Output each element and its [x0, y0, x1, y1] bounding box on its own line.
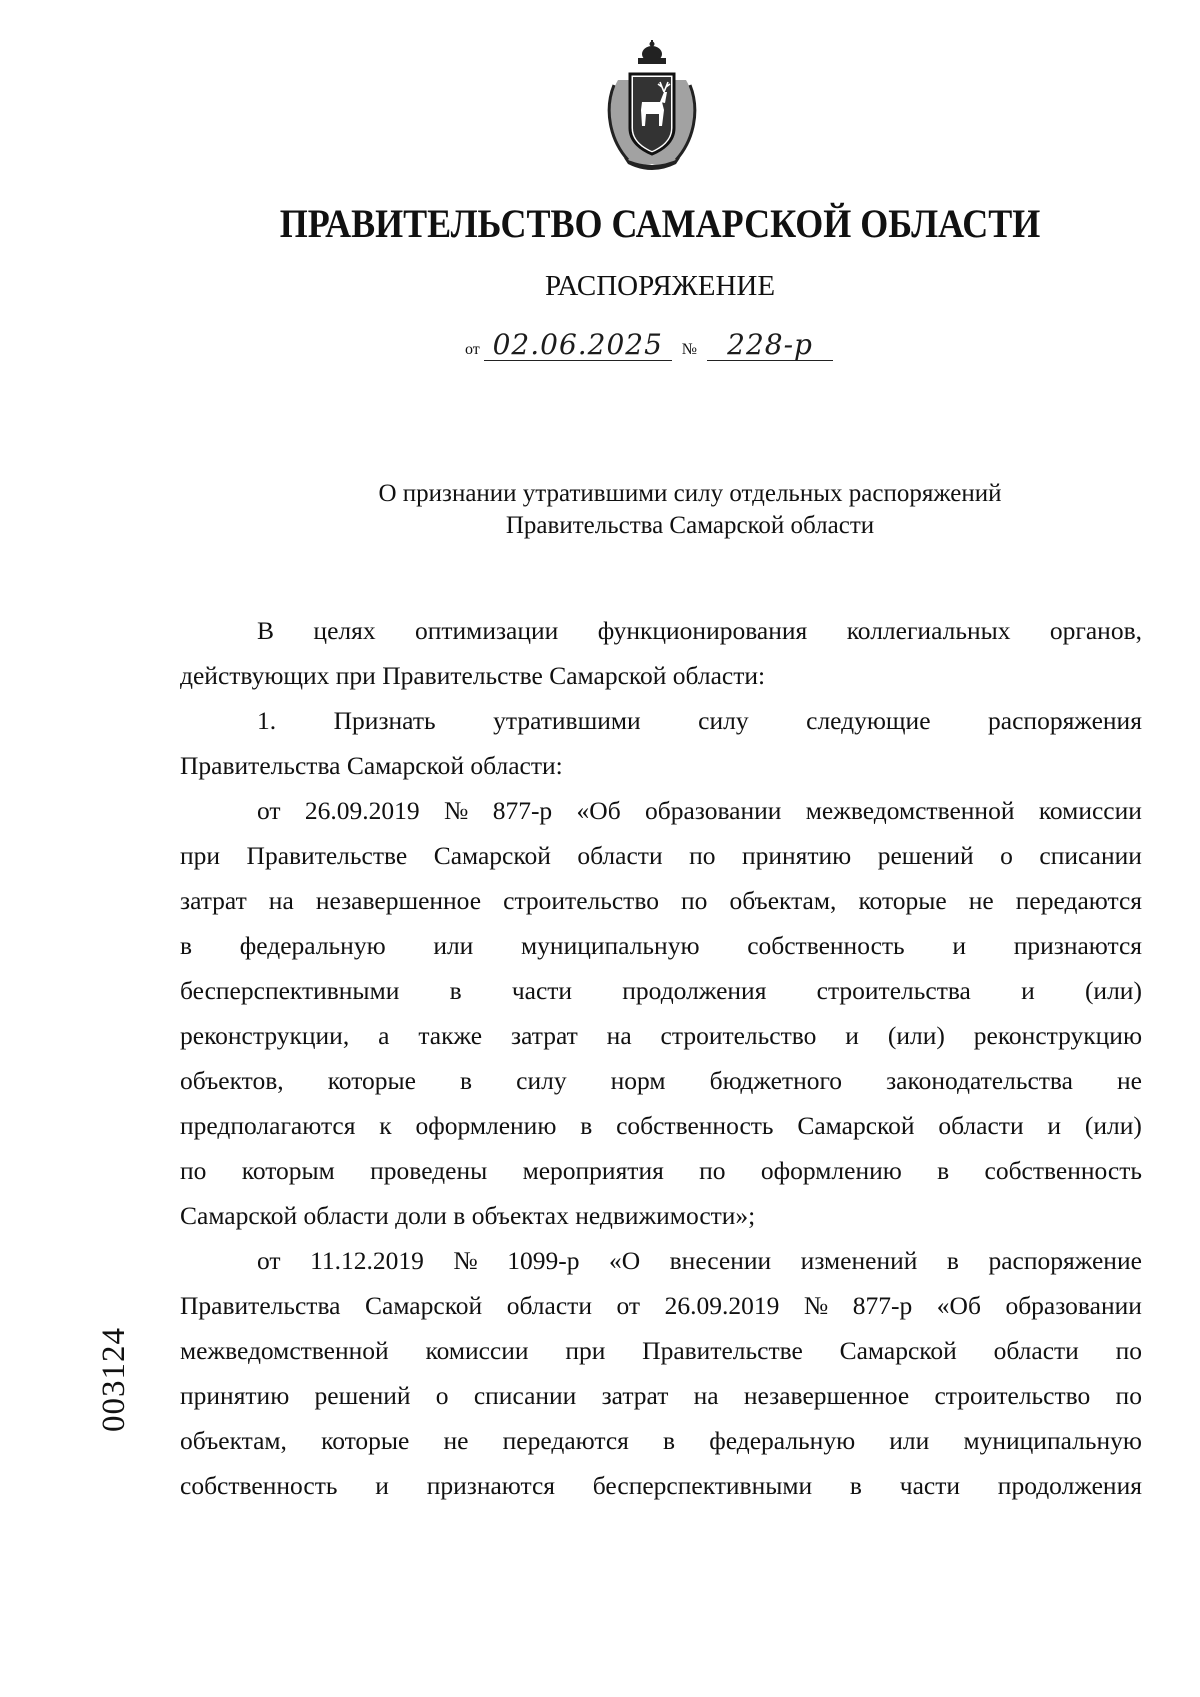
body-line: [180, 968, 1142, 1013]
body-word: списании: [1039, 841, 1142, 870]
body-word: которым: [241, 1156, 335, 1185]
body-word: собственность: [616, 1111, 774, 1140]
body-word: при: [565, 1336, 606, 1365]
body-word: в: [946, 1246, 959, 1275]
body-line: [180, 1463, 1142, 1508]
body-word: на: [606, 1021, 632, 1050]
body-line: [180, 1058, 1142, 1103]
body-line: [180, 1328, 1142, 1373]
body-word: 1099-р: [507, 1246, 580, 1275]
body-word: законодательства: [886, 1066, 1073, 1095]
body-word: Правительстве: [246, 841, 408, 870]
body-line-text: [180, 878, 1142, 923]
body-word: в: [580, 1111, 593, 1140]
body-word: реконструкцию: [973, 1021, 1142, 1050]
body-word: «Об: [936, 1291, 981, 1320]
document-type: РАСПОРЯЖЕНИЕ: [544, 270, 776, 302]
body-word: признаются: [1013, 931, 1142, 960]
body-word: по: [180, 1156, 207, 1185]
body-word: списании: [473, 1381, 577, 1410]
body-word: (или): [1084, 976, 1142, 1005]
body-word: собственность: [747, 931, 905, 960]
body-word: комиссии: [425, 1336, 529, 1365]
body-word: реконструкции,: [180, 1021, 350, 1050]
body-word: бесперспективными: [180, 976, 400, 1005]
body-word: (или): [887, 1021, 945, 1050]
body-word: о: [1000, 841, 1013, 870]
body-line-text: [180, 1463, 1142, 1508]
body-word: 877-р: [852, 1291, 913, 1320]
body-word: на: [693, 1381, 719, 1410]
organization-title: ПРАВИТЕЛЬСТВО САМАРСКОЙ ОБЛАСТИ: [279, 201, 1041, 246]
body-word: и: [1021, 976, 1035, 1005]
body-line-text: [180, 1148, 1142, 1193]
body-word: Самарской: [839, 1336, 957, 1365]
body-word: области: [577, 841, 663, 870]
body-word: В: [257, 616, 275, 645]
body-word: №: [444, 796, 469, 825]
body-word: затрат: [601, 1381, 669, 1410]
body-word: от: [257, 796, 281, 825]
body-word: предполагаются: [180, 1111, 356, 1140]
body-word: образовании: [645, 796, 782, 825]
body-word: которые: [321, 1426, 410, 1455]
body-word: в: [180, 931, 193, 960]
body-word: 26.09.2019: [664, 1291, 780, 1320]
body-word: передаются: [1015, 886, 1142, 915]
body-word: оформлению: [760, 1156, 902, 1185]
body-word: Самарской: [365, 1291, 483, 1320]
body-word: продолжения: [997, 1471, 1142, 1500]
body-word: по: [1115, 1381, 1142, 1410]
body-word: области: [938, 1111, 1024, 1140]
body-word: проведены: [370, 1156, 488, 1185]
body-word: которые: [327, 1066, 416, 1095]
body-word: по: [681, 886, 708, 915]
body-line-text: [257, 608, 1142, 653]
body-word: в: [460, 1066, 473, 1095]
body-word: изменений: [800, 1246, 918, 1275]
body-word: распоряжение: [988, 1246, 1142, 1275]
body-line-text: [180, 1103, 1142, 1148]
number-prefix: №: [681, 341, 698, 358]
body-word: принятию: [741, 841, 852, 870]
body-line-text: [180, 923, 1142, 968]
body-line-text: [180, 968, 1142, 1013]
body-word: норм: [610, 1066, 666, 1095]
body-word: не: [443, 1426, 469, 1455]
body-word: межведомственной: [180, 1336, 389, 1365]
body-word: затрат: [511, 1021, 578, 1050]
body-line: [180, 878, 1142, 923]
body-word: строительство: [503, 886, 659, 915]
body-line: [180, 653, 1142, 698]
body-line: [180, 1193, 1142, 1238]
body-word: к: [379, 1111, 392, 1140]
body-word: коллегиальных: [846, 616, 1011, 645]
body-word: а: [378, 1021, 390, 1050]
body-word: затрат: [180, 886, 247, 915]
body-word: силу: [698, 706, 749, 735]
body-line: [180, 1103, 1142, 1148]
body-line-text: Правительства Самарской области:: [180, 751, 563, 780]
body-word: «Об: [576, 796, 621, 825]
body-word: которые: [858, 886, 947, 915]
body-word: в: [663, 1426, 676, 1455]
body-word: муниципальную: [521, 931, 700, 960]
body-word: целях: [313, 616, 376, 645]
body-word: или: [889, 1426, 930, 1455]
date-prefix: от: [465, 341, 480, 358]
body-word: следующие: [806, 706, 931, 735]
body-word: области: [993, 1336, 1079, 1365]
body-line-text: действующих при Правительстве Самарской области:: [180, 661, 766, 690]
body-line: [180, 1373, 1142, 1418]
body-word: №: [453, 1246, 478, 1275]
body-word: принятию: [180, 1381, 290, 1410]
body-line: [180, 1418, 1142, 1463]
body-word: на: [268, 886, 294, 915]
body-line-text: Самарской области доли в объектах недвижимости»;: [180, 1201, 756, 1230]
handwritten-date: 02.06.2025: [484, 330, 672, 361]
body-word: от: [616, 1291, 641, 1320]
body-word: не: [1117, 1066, 1142, 1095]
body-line-text: [180, 1013, 1142, 1058]
body-word: незавершенное: [315, 886, 482, 915]
body-line: [180, 923, 1142, 968]
body-line: [180, 788, 1142, 833]
body-word: функционирования: [597, 616, 808, 645]
body-word: бюджетного: [709, 1066, 843, 1095]
body-word: муниципальную: [963, 1426, 1142, 1455]
coat-of-arms-icon: [604, 40, 700, 170]
body-word: строительство: [660, 1021, 817, 1050]
body-word: Правительстве: [642, 1336, 803, 1365]
body-word: также: [418, 1021, 483, 1050]
body-word: федеральную: [239, 931, 386, 960]
body-word: утратившими: [493, 706, 641, 735]
body-word: оформлению: [415, 1111, 557, 1140]
body-word: в: [849, 1471, 862, 1500]
body-word: не: [968, 886, 994, 915]
body-word: собственность: [984, 1156, 1142, 1185]
body-line-text: [257, 788, 1142, 833]
body-word: 877-р: [492, 796, 553, 825]
body-word: и: [1047, 1111, 1062, 1140]
body-word: от: [257, 1246, 281, 1275]
body-word: 11.12.2019: [310, 1246, 424, 1275]
body-word: Самарской: [797, 1111, 915, 1140]
body-word: и: [375, 1471, 389, 1500]
body-word: распоряжения: [988, 706, 1142, 735]
body-word: строительства: [816, 976, 971, 1005]
body-word: в: [937, 1156, 950, 1185]
body-line-text: [180, 1058, 1142, 1103]
body-line: [180, 698, 1142, 743]
handwritten-number: 228-р: [707, 330, 833, 361]
body-word: объектам,: [729, 886, 837, 915]
side-registration-number: 003124: [96, 1327, 132, 1432]
body-word: Самарской: [433, 841, 551, 870]
body-word: федеральную: [709, 1426, 856, 1455]
body-line: [180, 1148, 1142, 1193]
date-number-line: [465, 330, 833, 370]
body-word: (или): [1084, 1111, 1142, 1140]
body-word: собственность: [180, 1471, 338, 1500]
subject-line: О признании утратившими силу отдельных распоряжений: [378, 480, 1002, 507]
body-word: признаются: [426, 1471, 555, 1500]
body-word: силу: [516, 1066, 567, 1095]
body-word: при: [180, 841, 221, 870]
body-word: решений: [314, 1381, 411, 1410]
body-word: межведомственной: [805, 796, 1015, 825]
body-word: части: [511, 976, 573, 1005]
document-body: [180, 608, 1142, 1508]
subject-line: Правительства Самарской области: [505, 512, 875, 539]
body-word: органов,: [1049, 616, 1142, 645]
body-word: и: [952, 931, 967, 960]
body-line-text: [257, 1238, 1142, 1283]
body-line-text: [180, 1418, 1142, 1463]
body-line-text: [257, 698, 1142, 743]
body-word: решений: [877, 841, 974, 870]
body-line: [180, 1238, 1142, 1283]
body-word: объектам,: [180, 1426, 287, 1455]
body-word: передаются: [502, 1426, 629, 1455]
body-word: по: [699, 1156, 726, 1185]
body-word: «О: [608, 1246, 641, 1275]
body-word: мероприятия: [522, 1156, 664, 1185]
body-word: о: [435, 1381, 449, 1410]
body-line-text: [180, 833, 1142, 878]
body-word: объектов,: [180, 1066, 284, 1095]
body-line: [180, 608, 1142, 653]
body-line: [180, 743, 1142, 788]
body-word: оптимизации: [415, 616, 559, 645]
body-word: или: [433, 931, 474, 960]
body-line-text: [180, 1373, 1142, 1418]
body-line-text: [180, 1283, 1142, 1328]
body-word: продолжения: [622, 976, 767, 1005]
document-subject: [180, 478, 1200, 542]
body-line-text: [180, 1328, 1142, 1373]
body-word: внесении: [669, 1246, 772, 1275]
body-word: и: [845, 1021, 859, 1050]
body-word: №: [803, 1291, 829, 1320]
body-word: в: [449, 976, 462, 1005]
body-word: образовании: [1005, 1291, 1142, 1320]
body-word: строительство: [934, 1381, 1091, 1410]
body-word: области: [506, 1291, 592, 1320]
body-word: 1.: [257, 706, 277, 735]
body-word: бесперспективными: [592, 1471, 813, 1500]
body-word: части: [899, 1471, 961, 1500]
body-word: незавершенное: [743, 1381, 910, 1410]
body-word: Признать: [333, 706, 436, 735]
body-word: Правительства: [180, 1291, 341, 1320]
body-line: [180, 833, 1142, 878]
body-word: по: [1115, 1336, 1142, 1365]
body-line: [180, 1013, 1142, 1058]
body-word: по: [689, 841, 716, 870]
body-word: комиссии: [1038, 796, 1142, 825]
body-line: [180, 1283, 1142, 1328]
body-word: 26.09.2019: [304, 796, 420, 825]
